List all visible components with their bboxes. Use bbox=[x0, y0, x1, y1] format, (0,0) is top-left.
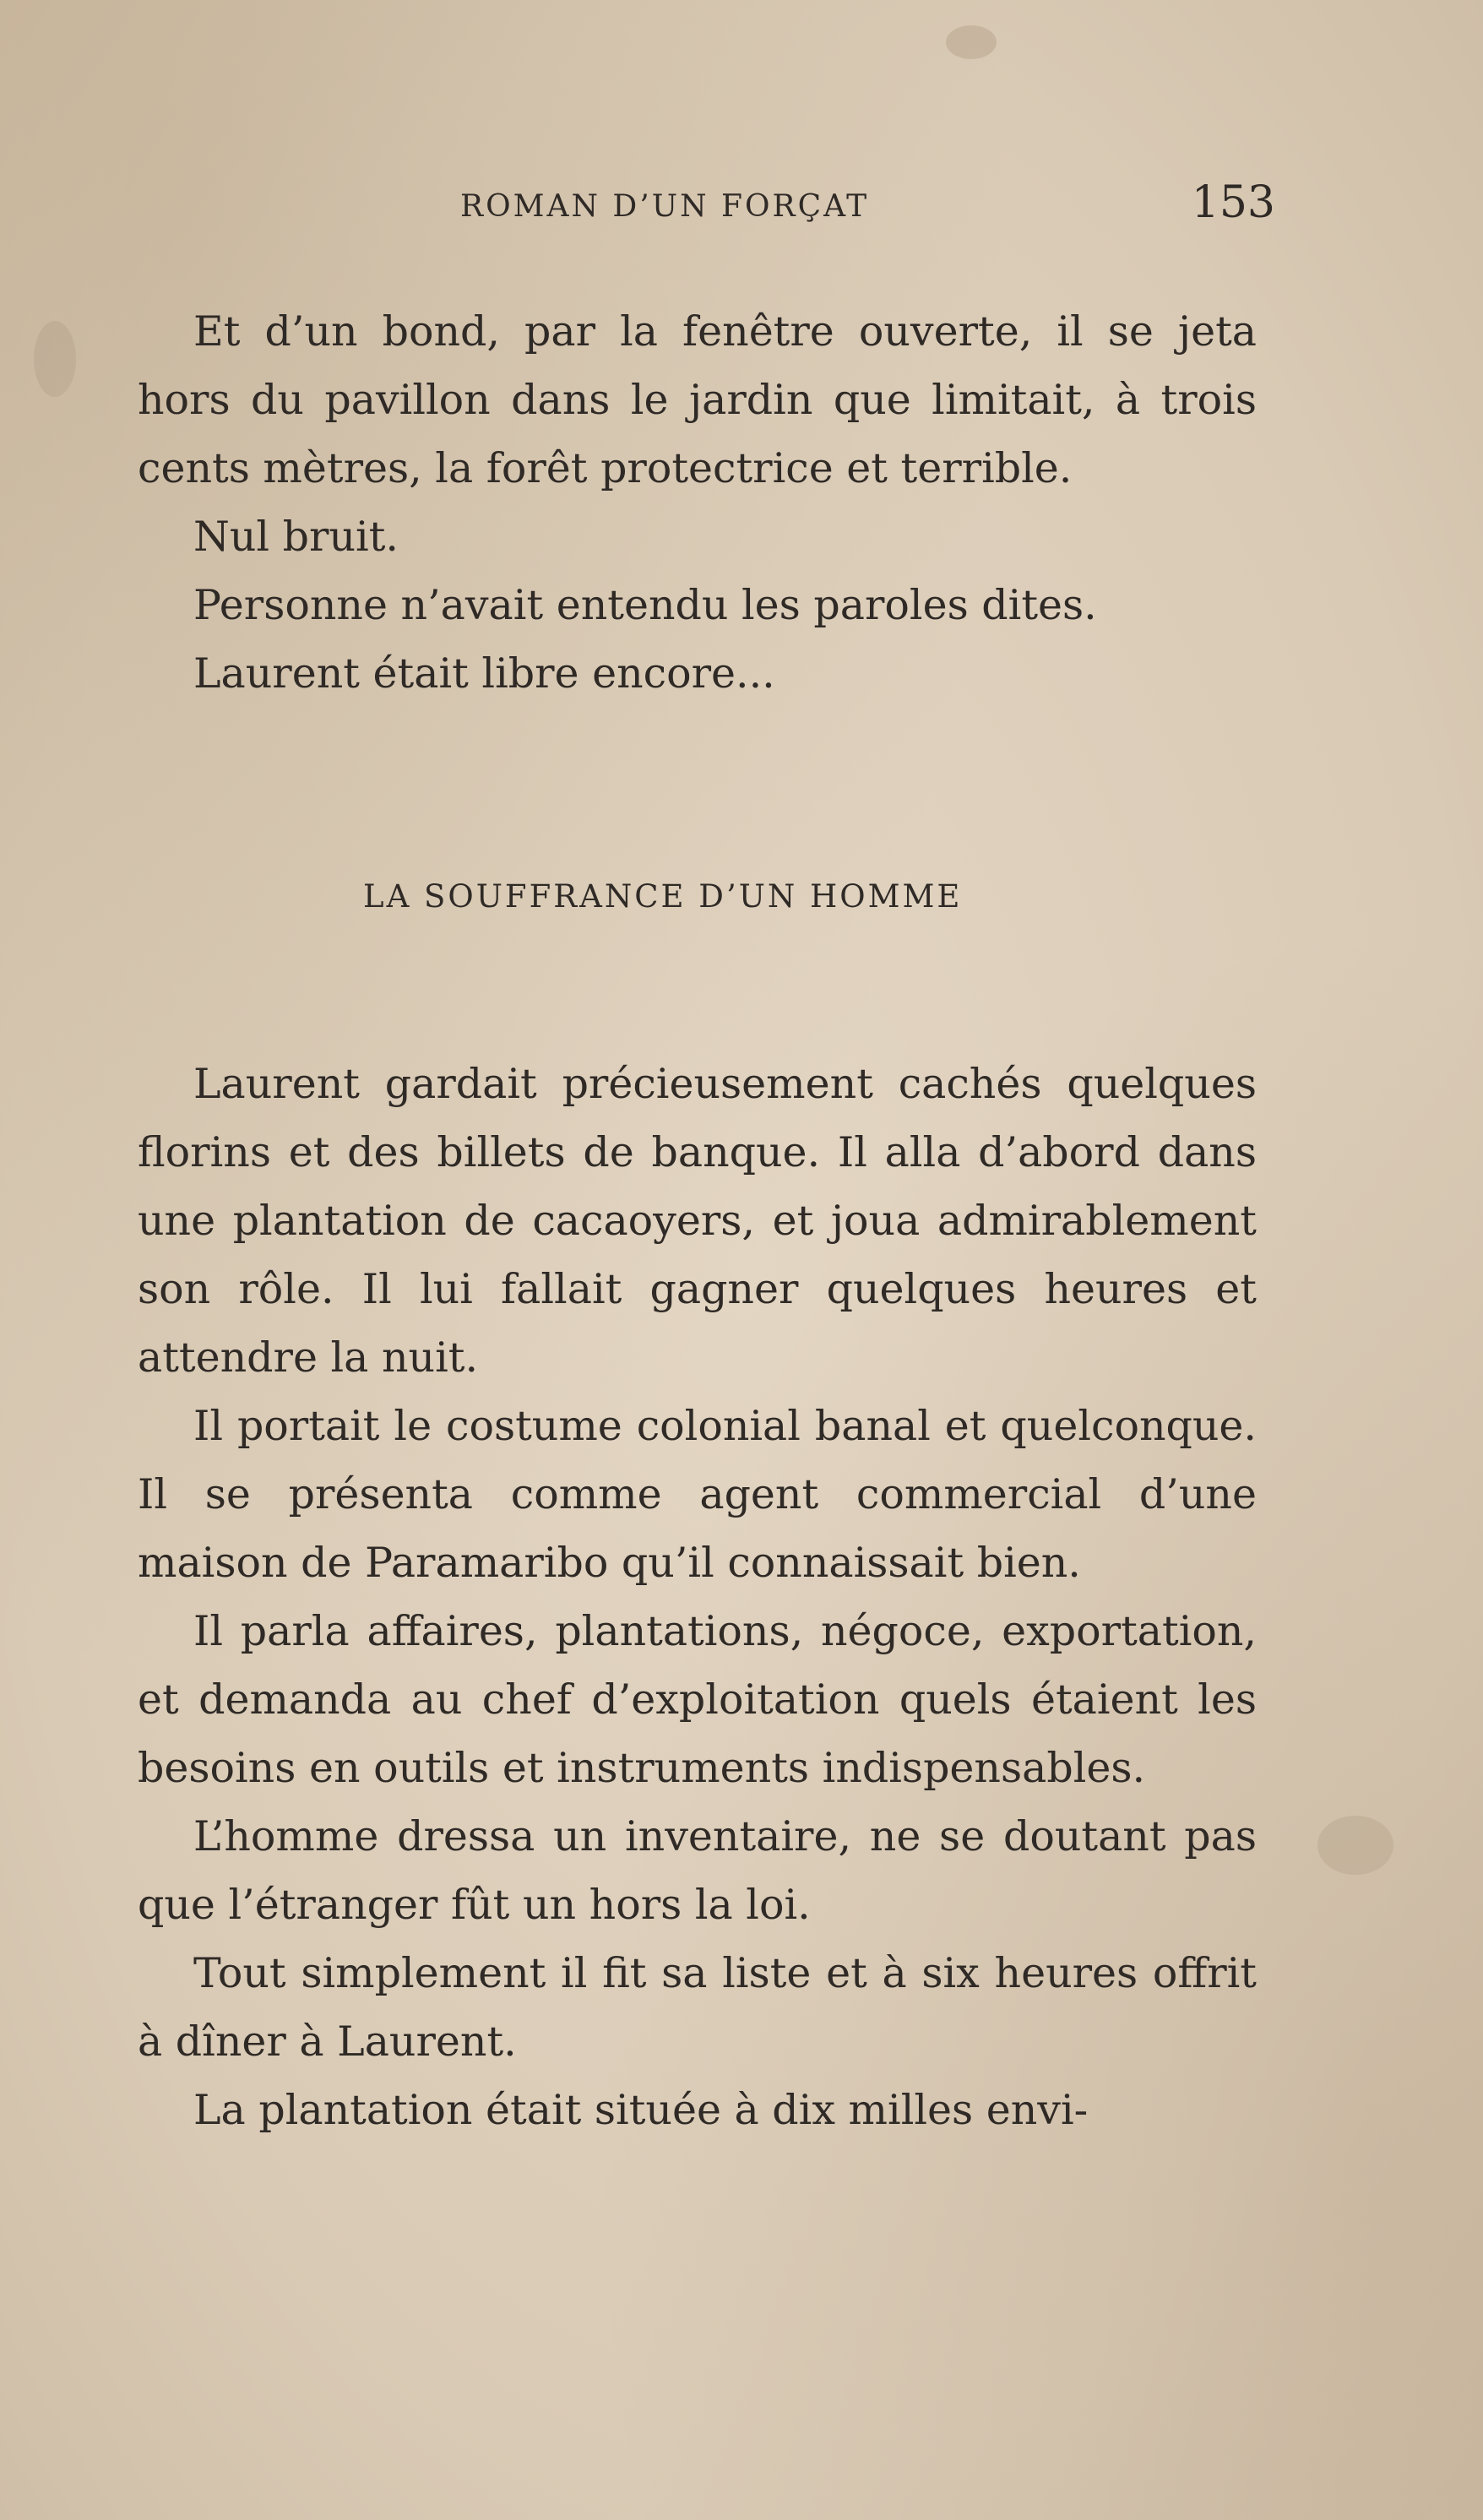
paragraph: Tout simplement il fit sa liste et à six heures offrit à dîner à Laurent. bbox=[138, 1949, 1257, 2066]
page-header bbox=[460, 177, 1275, 236]
paragraph: Il portait le costume colonial banal et quelconque. Il se présenta comme agent commercial d’une maison de Paramaribo qu’il connaissait bien. bbox=[138, 1402, 1257, 1587]
paper-stain bbox=[34, 321, 76, 397]
section-title: LA SOUFFRANCE D’UN HOMME bbox=[363, 878, 963, 915]
paper-stain bbox=[946, 25, 997, 59]
paragraph: L’homme dressa un inventaire, ne se doutant pas que l’étranger fût un hors la loi. bbox=[138, 1812, 1257, 1929]
section-2-text bbox=[138, 1050, 1257, 2144]
paragraph: Laurent était libre encore... bbox=[193, 649, 775, 698]
paragraph: Laurent gardait précieusement cachés quelques florins et des billets de banque. Il alla d’abord dans une plantation de cacaoyers, et joua admirablement son rôle. Il lui fallait gagner quelques heures et attendre la nuit. bbox=[138, 1060, 1257, 1382]
running-title: ROMAN D’UN FORÇAT bbox=[460, 189, 870, 224]
paragraph: La plantation était située à dix milles envi- bbox=[193, 2086, 1089, 2134]
paper-stain bbox=[1317, 1816, 1393, 1875]
paragraph: Nul bruit. bbox=[193, 513, 399, 561]
paragraph: Personne n’avait entendu les paroles dites. bbox=[193, 581, 1097, 629]
paragraph: Et d’un bond, par la fenêtre ouverte, il se jeta hors du pavillon dans le jardin que limitait, à trois cents mètres, la forêt protectrice et terrible. bbox=[138, 307, 1257, 492]
page-number: 153 bbox=[1191, 177, 1275, 228]
paragraph: Il parla affaires, plantations, négoce, exportation, et demanda au chef d’exploitation quels étaient les besoins en outils et instruments indispensables. bbox=[138, 1607, 1257, 1792]
section-1-text bbox=[138, 297, 1257, 708]
